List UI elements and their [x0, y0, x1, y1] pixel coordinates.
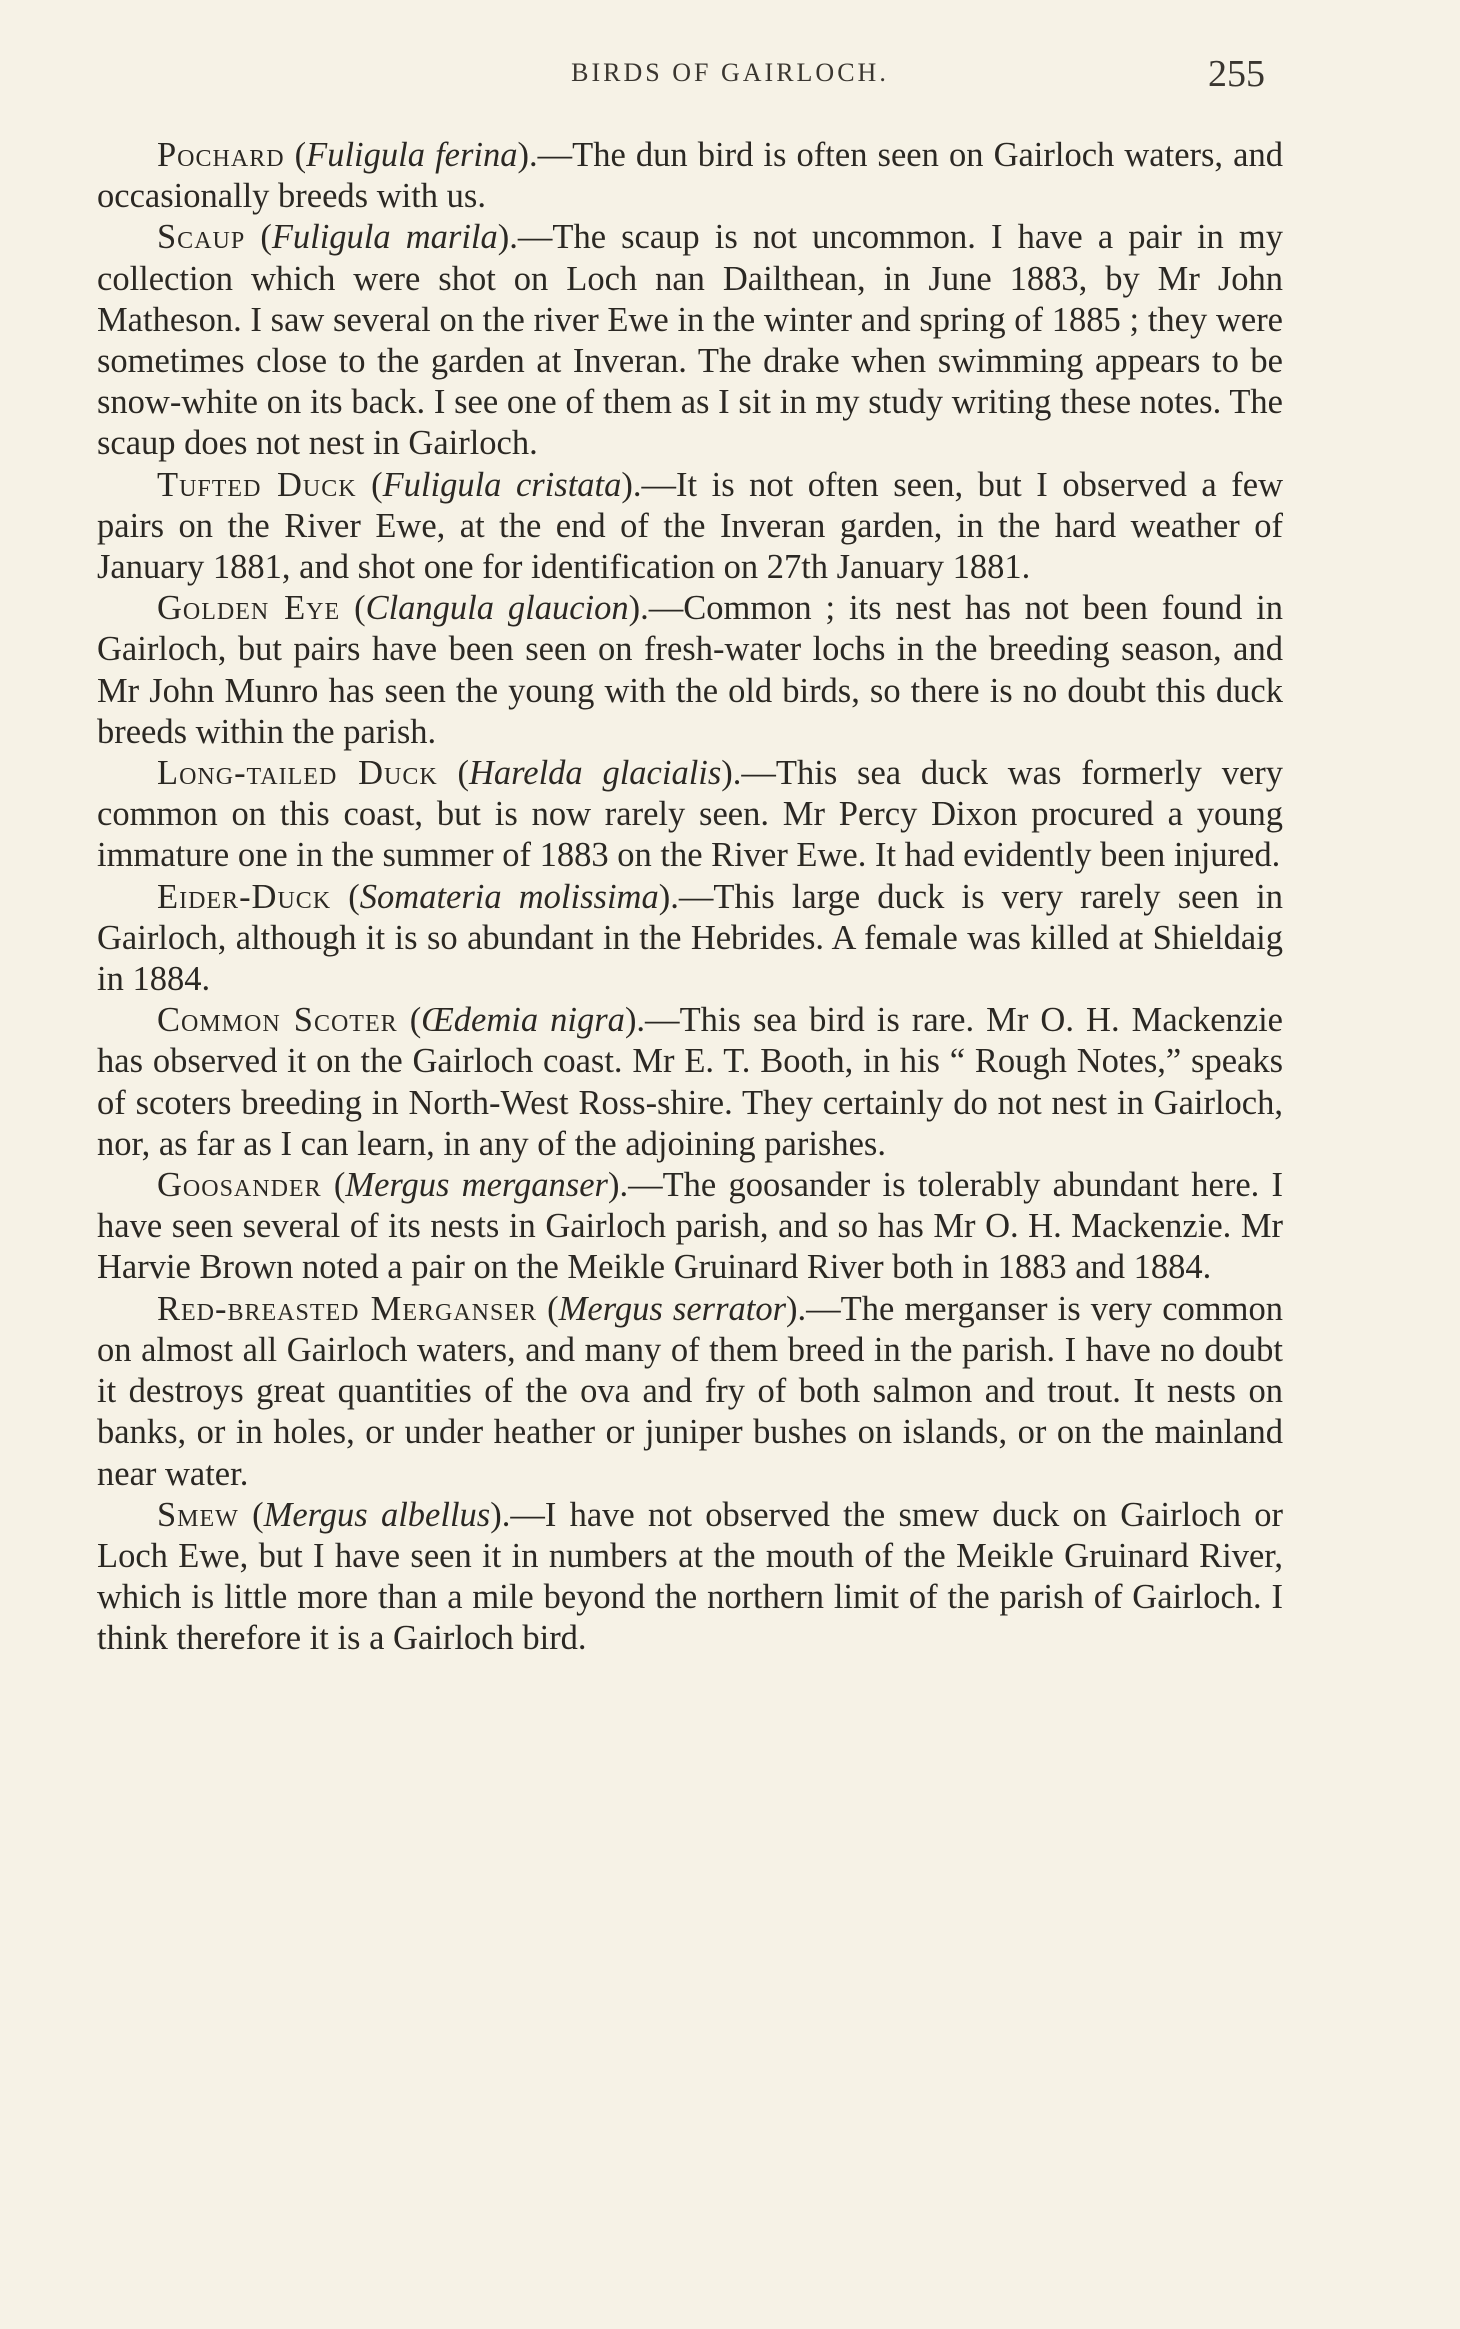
- bird-name: Pochard: [157, 136, 285, 174]
- entry-text: The scaup is not uncommon. I have a pair in my collection which were shot on Loch nan Dailthean, in June 1883, by Mr John Matheson. I saw several on the river Ewe in the winter and spring of 1885 ; they were sometimes close to the garden at Inveran. The drake when swimming appears to be snow-white on its back. I see one of them as I sit in my study writing these notes. The scaup does not nest in Gairloch.: [97, 218, 1283, 463]
- entry-text: This large duck is very rarely seen in Gairloch, although it is so abundant in the Hebrides. A female was killed at Shieldaig in 1884.: [97, 877, 1283, 999]
- entry-golden-eye: Golden Eye (Clangula glaucion).—Common ; its nest has not been found in Gairloch, but pairs have been seen on fresh-water lochs in the breeding season, and Mr John Munro has seen the young with the old birds, so there is no doubt this duck breeds within the parish.: [97, 589, 1283, 751]
- entry-text: I have not observed the smew duck on Gairloch or Loch Ewe, but I have seen it in numbers at the mouth of the Meikle Gruinard River, which is little more than a mile beyond the northern limit of the parish of Gairloch. I think therefore it is a Gairloch bird.: [97, 1495, 1283, 1658]
- entry-text: This sea bird is rare. Mr O. H. Mackenzie has observed it on the Gairloch coast. Mr E. T. Booth, in his “ Rough Notes,” speaks of scoters breeding in North-West Ross-shire. They certainly do not nest in Gairloch, nor, as far as I can learn, in any of the adjoining parishes.: [97, 1001, 1283, 1163]
- bird-name: Red-breasted Merganser: [157, 1289, 538, 1328]
- latin-name: Fuligula cristata: [382, 465, 622, 504]
- entry-text: The merganser is very common on almost all Gairloch waters, and many of them breed in the parish. I have no doubt it destroys great quantities of the ova and fry of both salmon and trout. It nests on banks, or in holes, or under heather or juniper bushes on islands, or on the mainland near water.: [97, 1289, 1283, 1493]
- latin-name: Clangula glaucion: [365, 589, 629, 628]
- bird-name: Common Scoter: [157, 1001, 398, 1040]
- entry-smew: Smew (Mergus albellus).—I have not observed the smew duck on Gairloch or Loch Ewe, but I have seen it in numbers at the mouth of the Meikle Gruinard River, which is little more than a mile beyond the northern limit of the parish of Gairloch. I think therefore it is a Gairloch bird.: [97, 1495, 1283, 1658]
- entry-long-tailed-duck: Long-tailed Duck (Harelda glacialis).—This sea duck was formerly very common on this coast, but is now rarely seen. Mr Percy Dixon procured a young immature one in the summer of 1883 on the River Ewe. It had evidently been injured.: [97, 754, 1283, 875]
- bird-name: Smew: [157, 1495, 239, 1534]
- entry-scaup: Scaup (Fuligula marila).—The scaup is not uncommon. I have a pair in my collection which were shot on Loch nan Dailthean, in June 1883, by Mr John Matheson. I saw several on the river Ewe in the winter and spring of 1885 ; they were sometimes close to the garden at Inveran. The drake when swimming appears to be snow-white on its back. I see one of them as I sit in my study writing these notes. The scaup does not nest in Gairloch.: [97, 218, 1283, 463]
- latin-name: Œdemia nigra: [421, 1001, 625, 1040]
- entry-goosander: Goosander (Mergus merganser).—The goosander is tolerably abundant here. I have seen several of its nests in Gairloch parish, and so has Mr O. H. Mackenzie. Mr Harvie Brown noted a pair on the Meikle Gruinard River both in 1883 and 1884.: [97, 1166, 1284, 1287]
- entry-common-scoter: Common Scoter (Œdemia nigra).—This sea bird is rare. Mr O. H. Mackenzie has observed it on the Gairloch coast. Mr E. T. Booth, in his “ Rough Notes,” speaks of scoters breeding in North-West Ross-shire. They certainly do not nest in Gairloch, nor, as far as I can learn, in any of the adjoining parishes.: [97, 1001, 1283, 1163]
- bird-name: Long-tailed Duck: [157, 754, 438, 793]
- entry-text: The goosander is tolerably abundant here. I have seen several of its nests in Gairloch parish, and so has Mr O. H. Mackenzie. Mr Harvie Brown noted a pair on the Meikle Gruinard River both in 1883 and 1884.: [97, 1166, 1284, 1287]
- entry-text: It is not often seen, but I observed a few pairs on the River Ewe, at the end of the Inveran garden, in the hard weather of January 1881, and shot one for identification on 27th January 1881.: [97, 465, 1283, 587]
- latin-name: Fuligula marila: [271, 218, 498, 257]
- latin-name: Harelda glacialis: [468, 754, 722, 793]
- entry-text: This sea duck was formerly very common on this coast, but is now rarely seen. Mr Percy Dixon procured a young immature one in the summer of 1883 on the River Ewe. It had evidently been injured.: [97, 754, 1283, 875]
- entry-text: The dun bird is often seen on Gairloch waters, and occasionally breeds with us.: [97, 136, 1283, 216]
- body-text: [97, 135, 1283, 1660]
- running-head: BIRDS OF GAIRLOCH.: [571, 58, 889, 87]
- latin-name: Mergus serrator: [558, 1289, 787, 1328]
- bird-name: Scaup: [157, 218, 246, 257]
- latin-name: Fuligula ferina: [306, 136, 518, 174]
- entry-tufted-duck: Tufted Duck (Fuligula cristata).—It is not often seen, but I observed a few pairs on the River Ewe, at the end of the Inveran garden, in the hard weather of January 1881, and shot one for identification on 27th January 1881.: [97, 465, 1283, 587]
- bird-name: Eider-Duck: [157, 877, 332, 916]
- latin-name: Mergus albellus: [263, 1495, 491, 1534]
- latin-name: Mergus merganser: [345, 1166, 608, 1205]
- bird-name: Golden Eye: [157, 589, 341, 628]
- page-number: 255: [1208, 53, 1265, 95]
- entry-red-breasted-merganser: Red-breasted Merganser (Mergus serrator).—The merganser is very common on almost all Gairloch waters, and many of them breed in the parish. I have no doubt it destroys great quantities of the ova and fry of both salmon and trout. It nests on banks, or in holes, or under heather or juniper bushes on islands, or on the mainland near water.: [97, 1289, 1283, 1493]
- bird-name: Tufted Duck: [157, 465, 357, 504]
- entry-eider-duck: Eider-Duck (Somateria molissima).—This large duck is very rarely seen in Gairloch, although it is so abundant in the Hebrides. A female was killed at Shieldaig in 1884.: [97, 877, 1283, 999]
- bird-name: Goosander: [157, 1166, 322, 1205]
- entry-text: Common ; its nest has not been found in Gairloch, but pairs have been seen on fresh-water lochs in the breeding season, and Mr John Munro has seen the young with the old birds, so there is no doubt this duck breeds within the parish.: [97, 589, 1283, 751]
- entry-pochard: Pochard (Fuligula ferina).—The dun bird is often seen on Gairloch waters, and occasionally breeds with us.: [97, 136, 1283, 216]
- latin-name: Somateria molissima: [359, 877, 659, 916]
